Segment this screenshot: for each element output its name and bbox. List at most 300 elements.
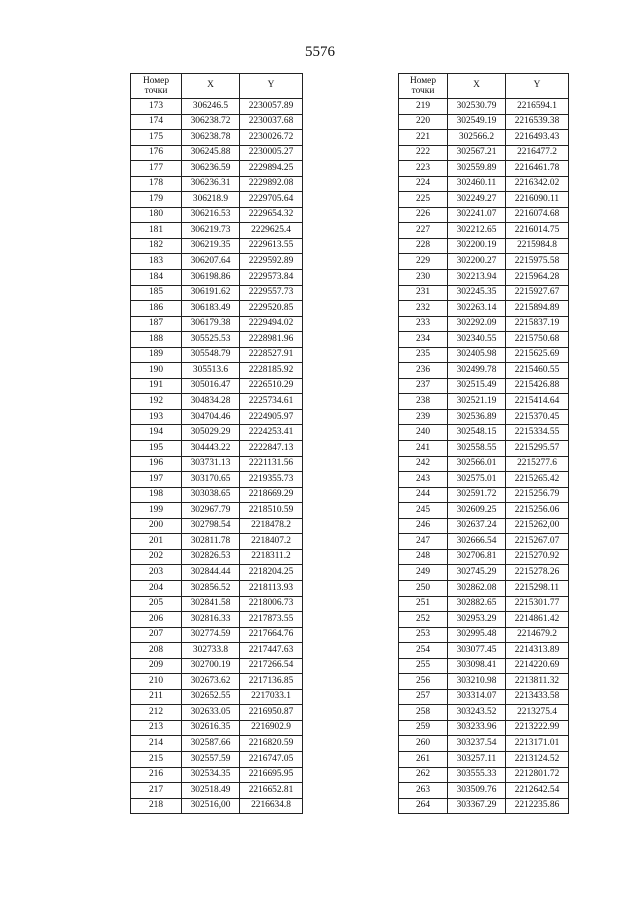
point-number-cell: 196: [131, 456, 182, 472]
table-row: [399, 549, 569, 565]
x-coordinate-cell: 306191.62: [182, 285, 240, 301]
x-coordinate-cell: 302862.08: [448, 580, 506, 596]
x-coordinate-cell: 302745.29: [448, 565, 506, 581]
y-coordinate-cell: 2214861.42: [506, 612, 569, 628]
table-row: [399, 145, 569, 161]
x-coordinate-cell: 302953.29: [448, 612, 506, 628]
table-row: [399, 736, 569, 752]
y-coordinate-cell: 2215334.55: [506, 425, 569, 441]
x-coordinate-cell: 302549.19: [448, 114, 506, 130]
table-row: [131, 612, 303, 628]
table-row: [131, 472, 303, 488]
x-coordinate-cell: 303233.96: [448, 720, 506, 736]
table-row: [399, 565, 569, 581]
table-row: [399, 580, 569, 596]
y-coordinate-cell: 2229494.02: [240, 316, 303, 332]
point-number-cell: 209: [131, 658, 182, 674]
table-row: [131, 767, 303, 783]
table-row: [131, 254, 303, 270]
table-row: [399, 347, 569, 363]
y-coordinate-cell: 2218478.2: [240, 518, 303, 534]
y-coordinate-cell: 2215984.8: [506, 238, 569, 254]
table-row: [399, 658, 569, 674]
y-coordinate-cell: 2216747.05: [240, 751, 303, 767]
table-row: [399, 798, 569, 814]
table-row: [131, 518, 303, 534]
table-row: [131, 161, 303, 177]
point-number-header: [131, 74, 182, 99]
table-row: [399, 161, 569, 177]
table-row: [131, 223, 303, 239]
point-number-cell: 245: [399, 503, 448, 519]
y-coordinate-cell: 2215256.06: [506, 503, 569, 519]
table-row: [399, 674, 569, 690]
x-coordinate-cell: 302212.65: [448, 223, 506, 239]
table-row: [399, 534, 569, 550]
point-number-cell: 256: [399, 674, 448, 690]
y-coordinate-cell: 2216950.87: [240, 705, 303, 721]
x-coordinate-cell: 302241.07: [448, 207, 506, 223]
point-number-cell: 260: [399, 736, 448, 752]
x-coordinate-cell: 302499.78: [448, 363, 506, 379]
point-number-cell: 207: [131, 627, 182, 643]
table-row: [131, 207, 303, 223]
y-coordinate-cell: 2218006.73: [240, 596, 303, 612]
y-coordinate-cell: 2217136.85: [240, 674, 303, 690]
x-coordinate-cell: 306236.31: [182, 176, 240, 192]
table-row: [399, 487, 569, 503]
y-coordinate-cell: 2215750.68: [506, 332, 569, 348]
table-row: [399, 238, 569, 254]
y-coordinate-cell: 2215298.11: [506, 580, 569, 596]
y-coordinate-cell: 2216342.02: [506, 176, 569, 192]
table-row: [399, 783, 569, 799]
point-number-cell: 246: [399, 518, 448, 534]
point-number-cell: 229: [399, 254, 448, 270]
table-row: [399, 425, 569, 441]
point-number-cell: 208: [131, 643, 182, 659]
x-coordinate-cell: 303170.65: [182, 472, 240, 488]
y-coordinate-cell: 2229520.85: [240, 301, 303, 317]
x-coordinate-cell: 302967.79: [182, 503, 240, 519]
x-header: X: [182, 74, 240, 99]
x-coordinate-cell: 303367.29: [448, 798, 506, 814]
table-row: [131, 441, 303, 457]
x-coordinate-cell: 302856.52: [182, 580, 240, 596]
y-coordinate-cell: 2230026.72: [240, 130, 303, 146]
x-coordinate-cell: 303237.54: [448, 736, 506, 752]
y-coordinate-cell: 2215426.88: [506, 378, 569, 394]
x-coordinate-cell: 302557.59: [182, 751, 240, 767]
point-number-cell: 236: [399, 363, 448, 379]
point-number-cell: 195: [131, 441, 182, 457]
point-number-cell: 216: [131, 767, 182, 783]
x-coordinate-cell: 302567.21: [448, 145, 506, 161]
point-number-cell: 251: [399, 596, 448, 612]
table-row: [131, 720, 303, 736]
table-row: [131, 378, 303, 394]
point-number-cell: 264: [399, 798, 448, 814]
table-row: [399, 441, 569, 457]
y-coordinate-cell: 2212642.54: [506, 783, 569, 799]
point-number-cell: 223: [399, 161, 448, 177]
point-number-cell: 226: [399, 207, 448, 223]
point-number-cell: 263: [399, 783, 448, 799]
x-coordinate-cell: 302521.19: [448, 394, 506, 410]
x-coordinate-cell: 303314.07: [448, 689, 506, 705]
table-row: [131, 394, 303, 410]
header-line-1: Номер: [142, 76, 170, 86]
point-number-cell: 185: [131, 285, 182, 301]
table-row: [131, 316, 303, 332]
y-coordinate-cell: 2213275.4: [506, 705, 569, 721]
y-coordinate-cell: 2218669.29: [240, 487, 303, 503]
y-coordinate-cell: 2217033.1: [240, 689, 303, 705]
y-coordinate-cell: 2215295.57: [506, 441, 569, 457]
point-number-cell: 250: [399, 580, 448, 596]
y-coordinate-cell: 2229705.64: [240, 192, 303, 208]
point-number-cell: 235: [399, 347, 448, 363]
table-row: [131, 658, 303, 674]
y-coordinate-cell: 2226510.29: [240, 378, 303, 394]
table-header-row: [131, 74, 303, 99]
x-coordinate-cell: 302575.01: [448, 472, 506, 488]
y-coordinate-cell: 2221131.56: [240, 456, 303, 472]
table-row: [131, 332, 303, 348]
point-number-cell: 201: [131, 534, 182, 550]
x-coordinate-cell: 303098.41: [448, 658, 506, 674]
point-number-cell: 241: [399, 441, 448, 457]
y-coordinate-cell: 2215277.6: [506, 456, 569, 472]
table-row: [399, 176, 569, 192]
table-row: [399, 114, 569, 130]
point-number-cell: 238: [399, 394, 448, 410]
point-number-cell: 199: [131, 503, 182, 519]
x-coordinate-cell: 305016.47: [182, 378, 240, 394]
table-row: [131, 596, 303, 612]
y-coordinate-cell: 2217664.76: [240, 627, 303, 643]
point-number-cell: 244: [399, 487, 448, 503]
x-coordinate-cell: 302292.09: [448, 316, 506, 332]
x-coordinate-cell: 303077.45: [448, 643, 506, 659]
x-coordinate-cell: 305548.79: [182, 347, 240, 363]
point-number-cell: 253: [399, 627, 448, 643]
y-coordinate-cell: 2214679.2: [506, 627, 569, 643]
table-row: [399, 285, 569, 301]
x-coordinate-cell: 306183.49: [182, 301, 240, 317]
y-coordinate-cell: 2213222.99: [506, 720, 569, 736]
left-table-body: [131, 99, 303, 814]
y-coordinate-cell: 2219355.73: [240, 472, 303, 488]
point-number-cell: 181: [131, 223, 182, 239]
x-coordinate-cell: 302700.19: [182, 658, 240, 674]
x-coordinate-cell: 302995.48: [448, 627, 506, 643]
y-coordinate-cell: 2217266.54: [240, 658, 303, 674]
x-coordinate-cell: 302558.55: [448, 441, 506, 457]
y-coordinate-cell: 2229625.4: [240, 223, 303, 239]
table-row: [399, 207, 569, 223]
point-number-cell: 194: [131, 425, 182, 441]
table-row: [399, 705, 569, 721]
y-coordinate-cell: 2216074.68: [506, 207, 569, 223]
table-row: [131, 674, 303, 690]
table-row: [399, 689, 569, 705]
x-header: X: [448, 74, 506, 99]
y-coordinate-cell: 2215414.64: [506, 394, 569, 410]
x-coordinate-cell: 302637.24: [448, 518, 506, 534]
point-number-cell: 240: [399, 425, 448, 441]
table-row: [399, 130, 569, 146]
y-coordinate-cell: 2228527.91: [240, 347, 303, 363]
table-row: [131, 99, 303, 115]
page-number: 5576: [305, 44, 335, 60]
table-row: [131, 456, 303, 472]
point-number-cell: 249: [399, 565, 448, 581]
y-coordinate-cell: 2215270.92: [506, 549, 569, 565]
x-coordinate-cell: 306207.64: [182, 254, 240, 270]
y-coordinate-cell: 2216634.8: [240, 798, 303, 814]
table-row: [131, 285, 303, 301]
y-coordinate-cell: 2229894.25: [240, 161, 303, 177]
x-coordinate-cell: 302340.55: [448, 332, 506, 348]
x-coordinate-cell: 306219.73: [182, 223, 240, 239]
table-row: [131, 627, 303, 643]
x-coordinate-cell: 302405.98: [448, 347, 506, 363]
x-coordinate-cell: 303257.11: [448, 751, 506, 767]
point-number-cell: 173: [131, 99, 182, 115]
y-coordinate-cell: 2214220.69: [506, 658, 569, 674]
point-number-cell: 184: [131, 270, 182, 286]
x-coordinate-cell: 306246.5: [182, 99, 240, 115]
y-coordinate-cell: 2215370.45: [506, 409, 569, 425]
x-coordinate-cell: 302213.94: [448, 270, 506, 286]
table-row: [399, 596, 569, 612]
table-row: [399, 99, 569, 115]
y-coordinate-cell: 2213433.58: [506, 689, 569, 705]
y-coordinate-cell: 2229892.08: [240, 176, 303, 192]
table-row: [399, 518, 569, 534]
point-number-cell: 183: [131, 254, 182, 270]
point-number-cell: 202: [131, 549, 182, 565]
coordinates-table-right: [398, 73, 569, 814]
point-number-cell: 215: [131, 751, 182, 767]
point-number-cell: 205: [131, 596, 182, 612]
point-number-cell: 259: [399, 720, 448, 736]
y-coordinate-cell: 2215262,00: [506, 518, 569, 534]
point-number-cell: 206: [131, 612, 182, 628]
coordinates-table-left: [130, 73, 303, 814]
table-row: [131, 176, 303, 192]
y-coordinate-cell: 2229592.89: [240, 254, 303, 270]
point-number-cell: 190: [131, 363, 182, 379]
table-row: [131, 409, 303, 425]
y-coordinate-cell: 2215265.42: [506, 472, 569, 488]
x-coordinate-cell: 302559.89: [448, 161, 506, 177]
point-number-cell: 257: [399, 689, 448, 705]
point-number-cell: 187: [131, 316, 182, 332]
point-number-cell: 231: [399, 285, 448, 301]
table-row: [399, 612, 569, 628]
point-number-cell: 221: [399, 130, 448, 146]
x-coordinate-cell: 306238.78: [182, 130, 240, 146]
y-coordinate-cell: 2216652.81: [240, 783, 303, 799]
point-number-cell: 237: [399, 378, 448, 394]
y-coordinate-cell: 2215837.19: [506, 316, 569, 332]
y-coordinate-cell: 2217447.63: [240, 643, 303, 659]
table-row: [399, 627, 569, 643]
y-coordinate-cell: 2212801.72: [506, 767, 569, 783]
point-number-cell: 233: [399, 316, 448, 332]
header-line-2: точки: [144, 86, 168, 96]
table-row: [399, 751, 569, 767]
point-number-cell: 254: [399, 643, 448, 659]
point-number-cell: 220: [399, 114, 448, 130]
y-coordinate-cell: 2218510.59: [240, 503, 303, 519]
point-number-header: [399, 74, 448, 99]
point-number-cell: 198: [131, 487, 182, 503]
y-coordinate-cell: 2216902.9: [240, 720, 303, 736]
point-number-cell: 222: [399, 145, 448, 161]
table-row: [131, 643, 303, 659]
y-coordinate-cell: 2215927.67: [506, 285, 569, 301]
x-coordinate-cell: 302263.14: [448, 301, 506, 317]
point-number-cell: 204: [131, 580, 182, 596]
x-coordinate-cell: 305525.53: [182, 332, 240, 348]
y-coordinate-cell: 2216477.2: [506, 145, 569, 161]
table-row: [131, 736, 303, 752]
point-number-cell: 197: [131, 472, 182, 488]
x-coordinate-cell: 302616.35: [182, 720, 240, 736]
x-coordinate-cell: 302826.53: [182, 549, 240, 565]
table-row: [131, 565, 303, 581]
table-row: [399, 456, 569, 472]
point-number-cell: 247: [399, 534, 448, 550]
y-coordinate-cell: 2224253.41: [240, 425, 303, 441]
table-row: [399, 767, 569, 783]
x-coordinate-cell: 306236.59: [182, 161, 240, 177]
y-coordinate-cell: 2224905.97: [240, 409, 303, 425]
x-coordinate-cell: 306198.86: [182, 270, 240, 286]
y-coordinate-cell: 2215267.07: [506, 534, 569, 550]
table-row: [131, 425, 303, 441]
x-coordinate-cell: 306218.9: [182, 192, 240, 208]
y-coordinate-cell: 2222847.13: [240, 441, 303, 457]
point-number-cell: 179: [131, 192, 182, 208]
y-coordinate-cell: 2213171.01: [506, 736, 569, 752]
table-row: [131, 301, 303, 317]
point-number-cell: 258: [399, 705, 448, 721]
x-coordinate-cell: 306219.35: [182, 238, 240, 254]
table-row: [131, 549, 303, 565]
table-header-row: [399, 74, 569, 99]
y-coordinate-cell: 2216090.11: [506, 192, 569, 208]
table-row: [399, 254, 569, 270]
table-row: [131, 114, 303, 130]
table-row: [399, 472, 569, 488]
table-row: [131, 487, 303, 503]
y-coordinate-cell: 2215460.55: [506, 363, 569, 379]
table-row: [131, 145, 303, 161]
x-coordinate-cell: 302566.01: [448, 456, 506, 472]
table-row: [399, 301, 569, 317]
point-number-cell: 217: [131, 783, 182, 799]
x-coordinate-cell: 302811.78: [182, 534, 240, 550]
x-coordinate-cell: 302534.35: [182, 767, 240, 783]
point-number-cell: 261: [399, 751, 448, 767]
x-coordinate-cell: 306216.53: [182, 207, 240, 223]
x-coordinate-cell: 305513.6: [182, 363, 240, 379]
header-line-2: точки: [411, 86, 435, 96]
y-coordinate-cell: 2213811.32: [506, 674, 569, 690]
x-coordinate-cell: 302530.79: [448, 99, 506, 115]
x-coordinate-cell: 303243.52: [448, 705, 506, 721]
point-number-cell: 228: [399, 238, 448, 254]
table-row: [131, 534, 303, 550]
point-number-cell: 200: [131, 518, 182, 534]
x-coordinate-cell: 302587.66: [182, 736, 240, 752]
x-coordinate-cell: 302249.27: [448, 192, 506, 208]
point-number-cell: 230: [399, 270, 448, 286]
y-coordinate-cell: 2216820.59: [240, 736, 303, 752]
x-coordinate-cell: 302774.59: [182, 627, 240, 643]
table-row: [131, 238, 303, 254]
y-coordinate-cell: 2229654.32: [240, 207, 303, 223]
table-row: [399, 270, 569, 286]
x-coordinate-cell: 302548.15: [448, 425, 506, 441]
y-coordinate-cell: 2230005.27: [240, 145, 303, 161]
table-row: [131, 783, 303, 799]
point-number-cell: 232: [399, 301, 448, 317]
point-number-cell: 193: [131, 409, 182, 425]
point-number-cell: 188: [131, 332, 182, 348]
y-coordinate-cell: 2215256.79: [506, 487, 569, 503]
y-coordinate-cell: 2216461.78: [506, 161, 569, 177]
point-number-cell: 174: [131, 114, 182, 130]
y-coordinate-cell: 2215301.77: [506, 596, 569, 612]
y-coordinate-cell: 2218204.25: [240, 565, 303, 581]
x-coordinate-cell: 302633.05: [182, 705, 240, 721]
x-coordinate-cell: 302882.65: [448, 596, 506, 612]
x-coordinate-cell: 302673.62: [182, 674, 240, 690]
point-number-cell: 234: [399, 332, 448, 348]
y-coordinate-cell: 2214313.89: [506, 643, 569, 659]
x-coordinate-cell: 302733.8: [182, 643, 240, 659]
x-coordinate-cell: 302591.72: [448, 487, 506, 503]
point-number-cell: 210: [131, 674, 182, 690]
point-number-cell: 182: [131, 238, 182, 254]
point-number-cell: 178: [131, 176, 182, 192]
table-row: [399, 643, 569, 659]
table-row: [131, 130, 303, 146]
y-coordinate-cell: 2218311.2: [240, 549, 303, 565]
table-row: [131, 192, 303, 208]
point-number-cell: 243: [399, 472, 448, 488]
point-number-cell: 239: [399, 409, 448, 425]
y-coordinate-cell: 2215625.69: [506, 347, 569, 363]
x-coordinate-cell: 302516,00: [182, 798, 240, 814]
table-row: [399, 409, 569, 425]
table-row: [399, 363, 569, 379]
y-coordinate-cell: 2215975.58: [506, 254, 569, 270]
x-coordinate-cell: 302652.55: [182, 689, 240, 705]
x-coordinate-cell: 302609.25: [448, 503, 506, 519]
y-coordinate-cell: 2230037.68: [240, 114, 303, 130]
point-number-cell: 242: [399, 456, 448, 472]
x-coordinate-cell: 302245.35: [448, 285, 506, 301]
table-row: [399, 378, 569, 394]
y-coordinate-cell: 2230057.89: [240, 99, 303, 115]
x-coordinate-cell: 302816.33: [182, 612, 240, 628]
